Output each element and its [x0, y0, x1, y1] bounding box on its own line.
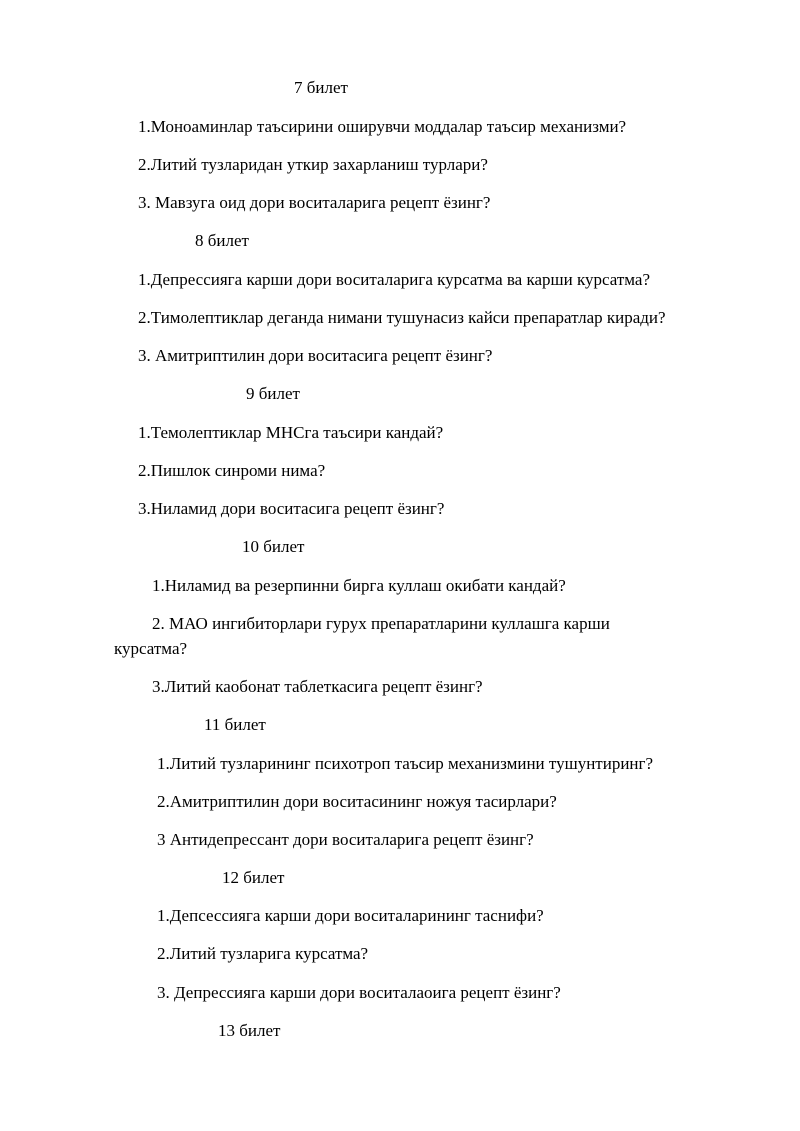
ticket-question: 2.Пишлок синроми нима? — [138, 461, 326, 480]
ticket-question: 1.Литий тузларининг психотроп таъсир механизмини тушунтиринг? — [157, 754, 654, 773]
ticket-question: 3 Антидепрессант дори воситаларига рецепт ёзинг? — [157, 830, 534, 849]
ticket-question: 1.Депрессияга карши дори воситаларига курсатма ва карши курсатма? — [138, 270, 650, 289]
ticket-question: 1.Депсессияга карши дори воситаларининг таснифи? — [157, 906, 544, 925]
ticket-question: 2.Литий тузларидан уткир захарланиш турлари? — [138, 155, 488, 174]
ticket-heading: 10 билет — [242, 537, 305, 556]
ticket-question: 1.Ниламид ва резерпинни бирга куллаш окибати кандай? — [152, 576, 566, 595]
ticket-question: 2. МАО ингибиторлари гурух препаратларини куллашга карши — [152, 614, 610, 633]
ticket-question: 1.Моноаминлар таъсирини оширувчи моддалар таъсир механизми? — [138, 117, 627, 136]
ticket-question: 3. Амитриптилин дори воситасига рецепт ёзинг? — [138, 346, 493, 365]
ticket-question: 1.Темолептиклар МНСга таъсири кандай? — [138, 423, 444, 442]
ticket-heading: 8 билет — [195, 231, 249, 250]
ticket-question: 3.Литий каобонат таблеткасига рецепт ёзинг? — [152, 677, 483, 696]
ticket-question: 3.Ниламид дори воситасига рецепт ёзинг? — [138, 499, 445, 518]
ticket-heading: 11 билет — [204, 715, 266, 734]
ticket-heading: 12 билет — [222, 868, 285, 887]
ticket-question: 2.Амитриптилин дори воситасининг ножуя тасирлари? — [157, 792, 557, 811]
ticket-question-continuation: курсатма? — [114, 639, 188, 658]
ticket-heading: 13 билет — [218, 1021, 281, 1040]
ticket-question: 3. Депрессияга карши дори воситалаоига рецепт ёзинг? — [157, 983, 561, 1002]
ticket-heading: 9 билет — [246, 384, 300, 403]
ticket-heading: 7 билет — [294, 78, 348, 97]
ticket-question: 2.Тимолептиклар деганда нимани тушунасиз кайси препаратлар киради? — [138, 308, 666, 327]
ticket-question: 2.Литий тузларига курсатма? — [157, 944, 369, 963]
ticket-question: 3. Мавзуга оид дори воситаларига рецепт ёзинг? — [138, 193, 491, 212]
